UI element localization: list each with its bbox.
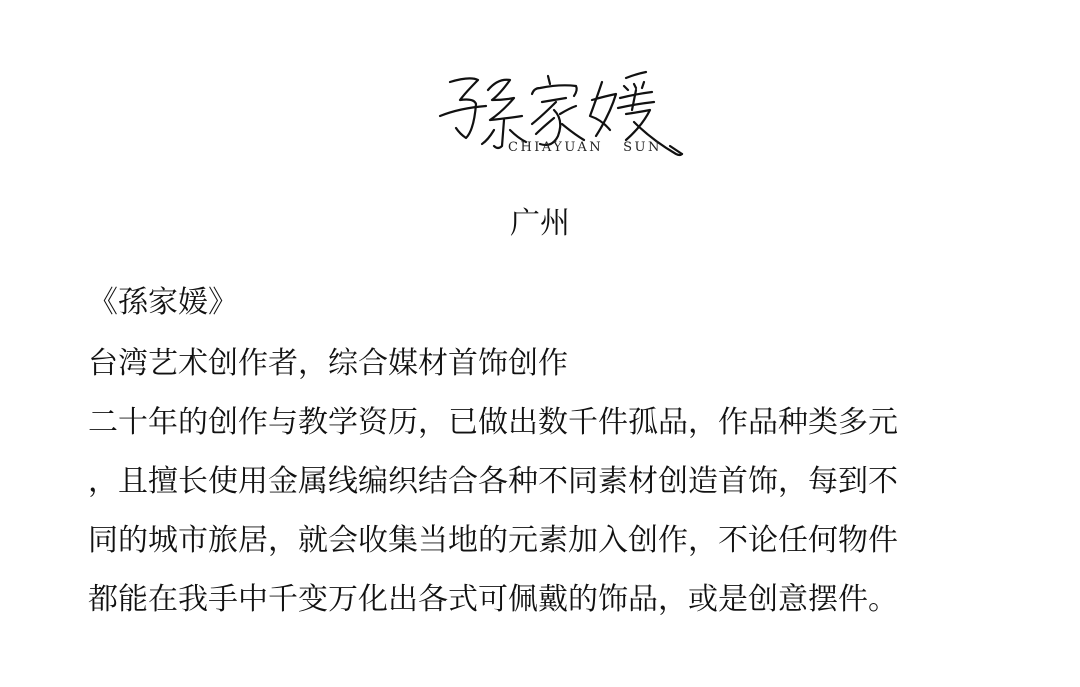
bio-line: ，且擅长使用金属线编织结合各种不同素材创造首饰，每到不 — [88, 464, 898, 499]
bio-line: 台湾艺术创作者，综合媒材首饰创作 — [88, 346, 568, 381]
bio-line: 同的城市旅居，就会收集当地的元素加入创作，不论任何物件 — [88, 523, 898, 558]
artist-bio — [88, 283, 1008, 639]
bio-title: 《孫家媛》 — [88, 285, 238, 320]
signature-subtitle: CHIAYUAN SUN — [508, 140, 662, 155]
bio-line: 都能在我手中千变万化出各式可佩戴的饰品，或是创意摆件。 — [88, 582, 898, 617]
city-heading: 广州 — [510, 206, 570, 241]
bio-line: 二十年的创作与教学资历，已做出数千件孤品，作品种类多元 — [88, 405, 898, 440]
